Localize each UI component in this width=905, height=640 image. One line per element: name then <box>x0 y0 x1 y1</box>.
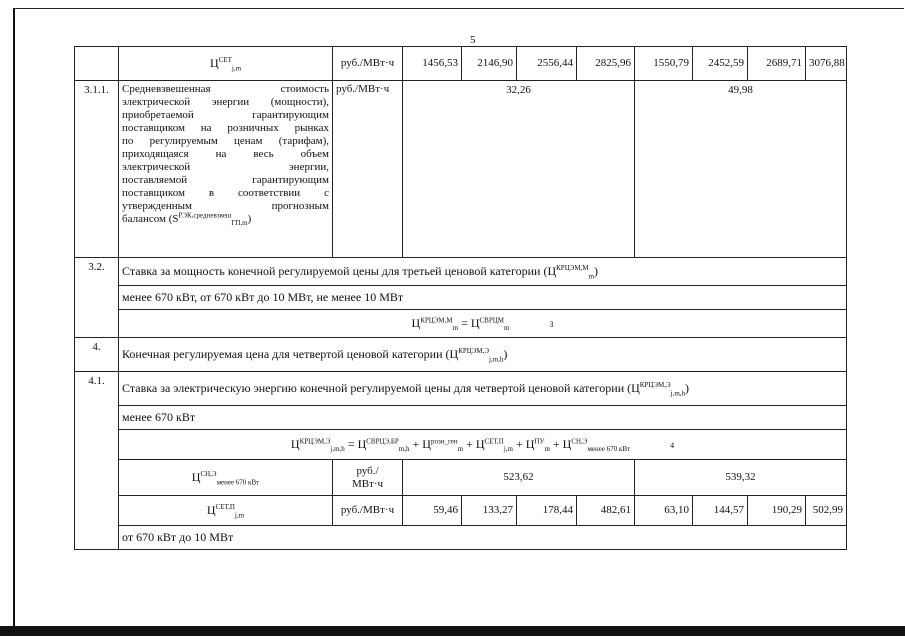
row-set-p <box>75 496 847 526</box>
subtitle-cell: от 670 кВт до 10 МВт <box>119 526 847 550</box>
row-4-1-formula <box>75 430 847 460</box>
subtitle-cell: менее 670 кВт, от 670 кВт до 10 МВт, не менее 10 МВт <box>119 286 847 310</box>
desc-line: электрической энергии, <box>122 161 329 173</box>
row-3-2-formula <box>75 310 847 338</box>
row-number: 4. <box>75 338 119 372</box>
description-cell <box>119 81 333 258</box>
unit-cell: руб./ МВт·ч <box>333 460 403 496</box>
section-title: Конечная регулируемая цена для четвертой ценовой категории $(Ц^{КРЦЭМ,Э}_{j,m,h})$ <box>119 338 847 372</box>
value-cell: 190,29 <box>748 496 806 526</box>
desc-line: приобретаемой гарантирующим <box>122 109 329 121</box>
value-cell: 63,10 <box>635 496 693 526</box>
tariff-table <box>74 46 847 550</box>
value-cell: 144,57 <box>693 496 748 526</box>
value-cell-group-1: 523,62 <box>403 460 635 496</box>
row-4 <box>75 338 847 372</box>
row-4-1-subtitle <box>75 406 847 430</box>
formula-cell: $Ц^{КРЦЭМ,Э}_{j,m,h} = Ц^{СВРЦЭ,БР}_{m,h} + Ц^{розн\_ген}_m + Ц^{СЕТ,П}_{j,m} + Ц^{ПУ}_m + Ц^{СН,Э}_{менее 670 кВт}$ 4 <box>119 430 847 460</box>
unit-cell: руб./МВт·ч <box>333 81 403 258</box>
row-3-2 <box>75 258 847 286</box>
value-cell: 2452,59 <box>693 47 748 81</box>
row-sn-e <box>75 460 847 496</box>
desc-line: электрической энергии (мощности), <box>122 96 329 108</box>
page-number: 5 <box>470 34 476 46</box>
desc-line: поставщиком на розничных рынках <box>122 122 329 134</box>
value-cell: 2689,71 <box>748 47 806 81</box>
value-cell: 178,44 <box>517 496 577 526</box>
desc-line: утвержденным прогнозным <box>122 200 329 212</box>
value-cell: 1456,53 <box>403 47 462 81</box>
desc-line: поставщиком в соответствии с <box>122 187 329 199</box>
row-number: 3.1.1. <box>75 81 119 258</box>
footnote-mark: 3 <box>549 319 554 329</box>
subtitle-cell: менее 670 кВт <box>119 406 847 430</box>
value-cell: 2146,90 <box>462 47 517 81</box>
value-cell: 3076,88 <box>806 47 847 81</box>
value-cell-group-2: 539,32 <box>635 460 847 496</box>
value-cell: 1550,79 <box>635 47 693 81</box>
value-cell-group-1: 32,26 <box>403 81 635 258</box>
value-cell: 59,46 <box>403 496 462 526</box>
value-cell: 482,61 <box>577 496 635 526</box>
row-3-1-1 <box>75 81 847 258</box>
desc-line: приходящаяся на весь объем <box>122 148 329 160</box>
value-cell: 502,99 <box>806 496 847 526</box>
value-cell: 133,27 <box>462 496 517 526</box>
unit-cell: руб./МВт·ч <box>333 496 403 526</box>
row-4-1 <box>75 372 847 406</box>
scan-edge-left <box>13 8 15 628</box>
footnote-mark: 4 <box>670 440 675 450</box>
section-title: Ставка за мощность конечной регулируемой цены для третьей ценовой категории $(Ц^{КРЦЭМ,М}_m)$ <box>119 258 847 286</box>
symbol-cell: $Ц^{СЕТ}_{j,m}$ <box>119 47 333 81</box>
row-number: 4.1. <box>75 372 119 550</box>
section-title: Ставка за электрическую энергию конечной регулируемой цены для четвертой ценовой категории $(Ц^{КРЦЭМ,Э}_{j,m,h})$ <box>119 372 847 406</box>
value-cell: 2825,96 <box>577 47 635 81</box>
scan-edge-top <box>14 8 904 9</box>
symbol-cell: $Ц^{СН,Э}_{менее 670 кВт}$ <box>119 460 333 496</box>
scan-edge-bottom <box>0 626 905 636</box>
value-cell-group-2: 49,98 <box>635 81 847 258</box>
row-number-empty <box>75 47 119 81</box>
symbol-cell: $Ц^{СЕТ,П}_{j,m}$ <box>119 496 333 526</box>
unit-cell: руб./МВт·ч <box>333 47 403 81</box>
desc-line: Средневзвешенная стоимость <box>122 83 329 95</box>
row-3-2-subtitle <box>75 286 847 310</box>
row-set-tariff <box>75 47 847 81</box>
desc-line: поставляемой гарантирующим <box>122 174 329 186</box>
desc-line: по регулируемым ценам (тарифам), <box>122 135 329 147</box>
desc-line-last: балансом $(S^{РЭК,средневзвеш}_{ГП,m})$ <box>122 211 252 228</box>
row-tail <box>75 526 847 550</box>
value-cell: 2556,44 <box>517 47 577 81</box>
row-number: 3.2. <box>75 258 119 338</box>
formula-cell: $Ц^{КРЦЭМ,М}_m = Ц^{СВРЦМ}_m$ 3 <box>119 310 847 338</box>
